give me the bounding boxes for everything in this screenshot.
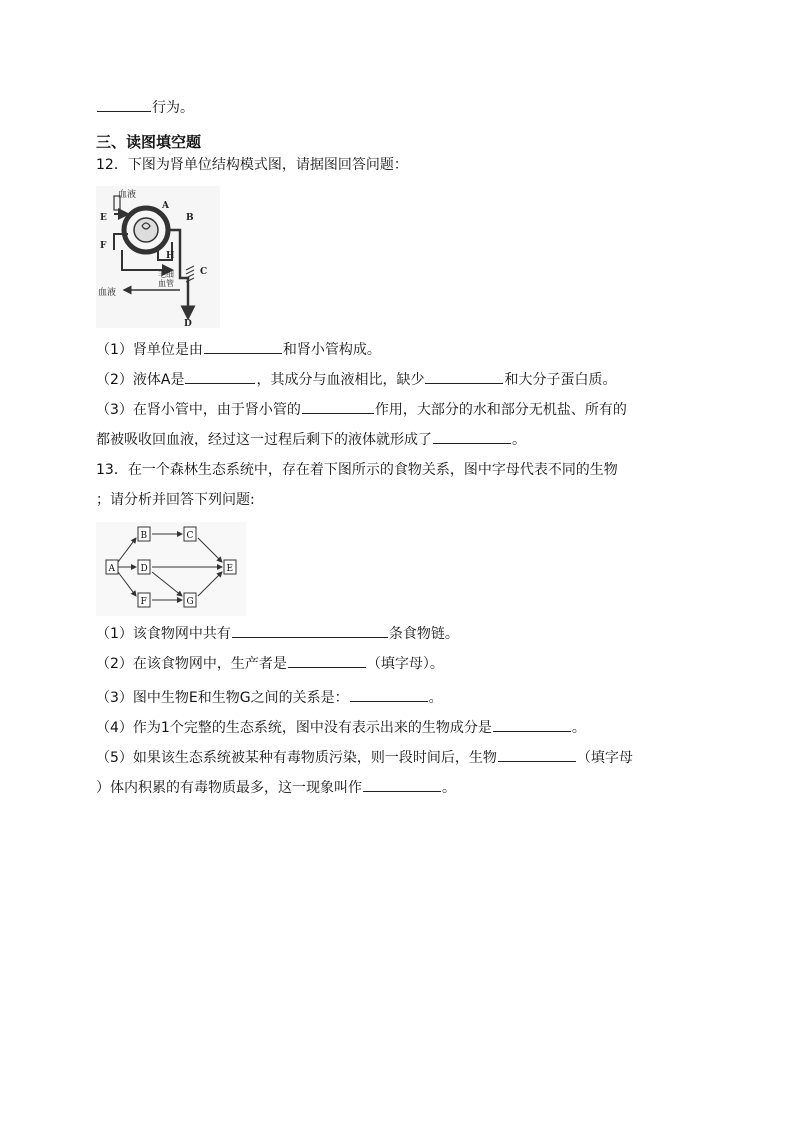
section-title: 三、读图填空题 xyxy=(96,133,202,151)
node-c xyxy=(184,527,196,541)
q12-stem: 12．下图为肾单位结构模式图，请据图回答问题： xyxy=(96,157,408,173)
node-d xyxy=(138,560,150,574)
q12-p2-text-b: ，其成分与血液相比，缺少 xyxy=(256,372,425,388)
q12-p2-text-a: （2）液体A是 xyxy=(96,372,185,388)
node-f-label: F xyxy=(140,597,147,607)
q12-p3b-text-b: 。 xyxy=(512,432,526,448)
q13-p3-text-b: 。 xyxy=(428,690,443,706)
q12-part3 xyxy=(96,398,627,420)
q13-p5-text-b: （填字母 xyxy=(576,750,633,766)
q12-p1-text-a: （1）肾单位是由 xyxy=(96,342,203,358)
node-a xyxy=(106,560,118,574)
node-f xyxy=(138,593,150,607)
node-g-label: G xyxy=(186,597,194,607)
node-c-label: C xyxy=(186,531,194,541)
q13-p5b-text-a: ）体内积累的有毒物质最多，这一现象叫作 xyxy=(96,780,362,796)
answer-blank[interactable] xyxy=(288,652,366,668)
nephron-diagram-svg xyxy=(96,186,220,328)
q13-part3 xyxy=(96,686,443,708)
q13-p3-text-a: （3）图中生物E和生物G之间的关系是： xyxy=(96,690,349,706)
q12-part2 xyxy=(96,368,616,390)
answer-blank[interactable] xyxy=(97,96,151,112)
label-blood-top: 血液 xyxy=(118,190,137,200)
node-g xyxy=(184,593,196,607)
q13-part1 xyxy=(96,622,459,644)
q13-part5-cont xyxy=(96,776,456,798)
q13-p5b-text-b: 。 xyxy=(442,780,456,796)
nephron-diagram xyxy=(96,186,220,328)
q12-p3-text-b: 作用，大部分的水和部分无机盐、所有的 xyxy=(374,402,627,418)
node-a-label: A xyxy=(108,564,115,574)
q13-part4 xyxy=(96,716,586,738)
label-blood-bottom: 血液 xyxy=(98,288,117,298)
q13-p1-text-b: 条食物链。 xyxy=(388,626,459,642)
q13-p1-text-a: （1）该食物网中共有 xyxy=(96,626,231,642)
q12-p1-text-b: 和肾小管构成。 xyxy=(282,342,381,358)
top-line-suffix: 行为。 xyxy=(152,100,194,116)
q13-stem-line2: ；请分析并回答下列问题: xyxy=(96,492,255,508)
answer-blank[interactable] xyxy=(232,622,388,638)
q12-part1 xyxy=(96,338,381,360)
letter-h: H xyxy=(166,251,175,261)
answer-blank[interactable] xyxy=(363,776,441,792)
top-continuation-line xyxy=(96,96,194,118)
node-e-label: E xyxy=(226,564,234,574)
letter-f: F xyxy=(100,241,107,251)
q13-p2-text-a: （2）在该食物网中，生产者是 xyxy=(96,656,287,672)
food-web-svg xyxy=(96,522,246,616)
letter-e: E xyxy=(100,213,107,223)
q12-p3b-text-a: 都被吸收回血液，经过这一过程后剩下的液体就形成了 xyxy=(96,432,432,448)
letter-c: C xyxy=(200,267,208,277)
answer-blank[interactable] xyxy=(493,716,571,732)
answer-blank[interactable] xyxy=(350,686,428,702)
q13-p2-text-b: （填字母）。 xyxy=(366,656,444,672)
answer-blank[interactable] xyxy=(204,338,282,354)
letter-a: A xyxy=(162,201,169,211)
q13-part2 xyxy=(96,652,444,674)
q12-part3-cont xyxy=(96,428,526,450)
answer-blank[interactable] xyxy=(425,368,503,384)
node-d-label: D xyxy=(140,564,148,574)
q13-p4-text-b: 。 xyxy=(571,720,586,736)
answer-blank[interactable] xyxy=(433,428,511,444)
label-capillary-2: 血管 xyxy=(158,279,174,288)
answer-blank[interactable] xyxy=(498,746,576,762)
label-capillary-1: 毛细 xyxy=(158,270,174,279)
node-b-label: B xyxy=(140,531,148,541)
q12-p3-text-a: （3）在肾小管中，由于肾小管的 xyxy=(96,402,301,418)
q13-stem-line1: 13．在一个森林生态系统中，存在着下图所示的食物关系，图中字母代表不同的生物 xyxy=(96,462,618,478)
food-web-diagram xyxy=(96,522,246,616)
node-b xyxy=(138,527,150,541)
node-e xyxy=(224,560,236,574)
answer-blank[interactable] xyxy=(302,398,374,414)
q13-part5 xyxy=(96,746,633,768)
q13-p5-text-a: （5）如果该生态系统被某种有毒物质污染，则一段时间后，生物 xyxy=(96,750,497,766)
letter-d: D xyxy=(184,319,192,328)
q13-p4-text-a: （4）作为1个完整的生态系统，图中没有表示出来的生物成分是 xyxy=(96,720,492,736)
q12-p2-text-c: 和大分子蛋白质。 xyxy=(504,372,617,388)
letter-b: B xyxy=(186,213,194,223)
glomerulus xyxy=(134,218,158,242)
answer-blank[interactable] xyxy=(185,368,255,384)
